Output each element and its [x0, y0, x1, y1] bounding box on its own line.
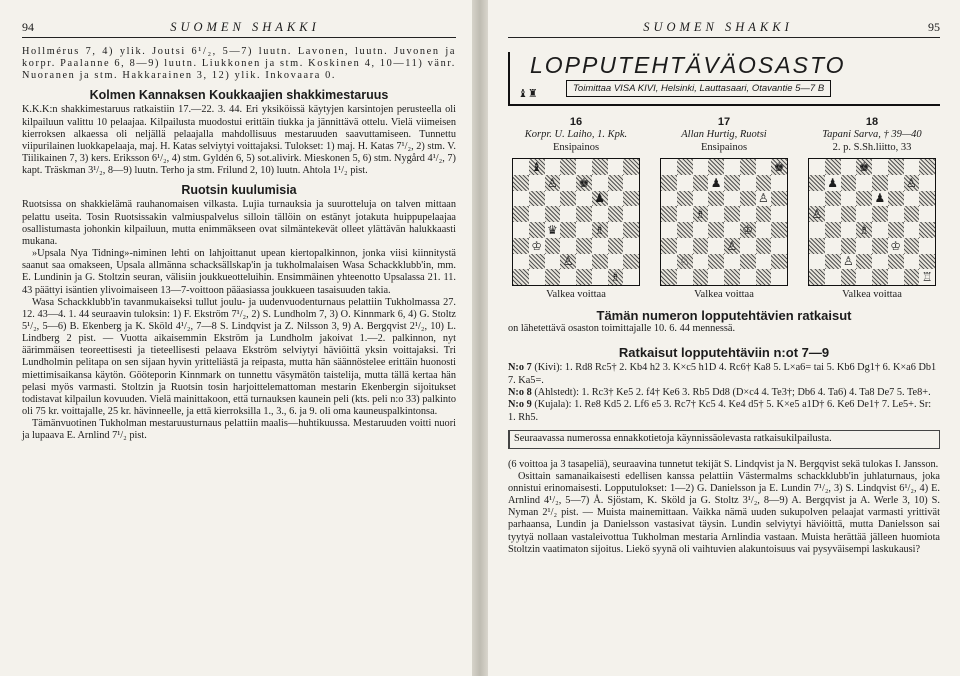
board-square — [919, 238, 935, 254]
solution-item — [508, 387, 940, 399]
board-square — [872, 175, 888, 191]
board-square — [608, 269, 624, 285]
board-square — [724, 222, 740, 238]
left-intro — [22, 46, 456, 82]
board-square — [771, 238, 787, 254]
board-square — [888, 206, 904, 222]
board-square — [771, 254, 787, 270]
board-square — [529, 238, 545, 254]
board-square — [872, 206, 888, 222]
board-square — [856, 159, 872, 175]
board-square — [904, 206, 920, 222]
right-page — [488, 0, 960, 676]
solution-text: (Kujala): 1. Re8 Kd5 2. Lf6 e5 3. Rc7† Kc5 4. Ke4 d5† 5. K×e5 a1D† 6. Ke6 De1† 7. Le5+. Sr: 1. Rh5. — [508, 399, 932, 423]
board-square — [756, 254, 772, 270]
problem-author: Korpr. U. Laiho, 1. Kpk. — [524, 129, 628, 140]
board-square — [529, 254, 545, 270]
announce-heading: Tämän numeron lopputehtävien ratkaisut — [596, 308, 852, 323]
board-square — [872, 238, 888, 254]
left-running-title: SUOMEN SHAKKI — [170, 20, 320, 34]
board-square — [740, 222, 756, 238]
problem-author: Tapani Sarva, † 39—40 — [822, 129, 922, 140]
board-square — [545, 206, 561, 222]
board-square — [677, 269, 693, 285]
board-square — [576, 175, 592, 191]
board-square — [545, 159, 561, 175]
chess-piece-icon: ♙ — [757, 191, 769, 206]
board-square — [888, 269, 904, 285]
sweden-paragraph: Tämänvuotinen Tukholman mestaruusturnaus pelattiin maalis—huhtikuussa. Mestaruuden voitti nuori ja lupaava E. Arnlind 7¹/₂ pist. — [22, 418, 456, 442]
board-square — [592, 254, 608, 270]
board-square — [693, 159, 709, 175]
board-square — [771, 159, 787, 175]
board-square — [872, 159, 888, 175]
board-square — [708, 238, 724, 254]
board-square — [724, 269, 740, 285]
board-square — [841, 254, 857, 270]
board-square — [693, 206, 709, 222]
board-square — [513, 269, 529, 285]
board-square — [841, 159, 857, 175]
board-square — [856, 206, 872, 222]
board-square — [661, 269, 677, 285]
board-square — [856, 175, 872, 191]
board-square — [608, 191, 624, 207]
board-square — [677, 254, 693, 270]
board-square — [623, 254, 639, 270]
board-square — [693, 254, 709, 270]
board-square — [740, 159, 756, 175]
intro-paragraph: Hollmérus 7, 4) ylik. Joutsi 6¹/₂, 5—7) luutn. Lavonen, luutn. Juvonen ja korpr. Paalanne 6, 8—9) luutn. Liukkonen ja stm. Koskinen 4, 10—11) vänr. Nuoranen ja stm. Hakkarainen 3, 12) ylik. Inkovaara 0. — [22, 46, 456, 82]
announce-paragraph: on lähetettävä osaston toimittajalle 10. 6. 44 mennessä. — [508, 323, 736, 334]
board-square — [856, 254, 872, 270]
problem-award: 2. p. S.Sh.liitto, 33 — [832, 142, 912, 153]
problem-17 — [656, 116, 792, 300]
chess-piece-icon: ♔ — [742, 222, 753, 237]
board-square — [740, 238, 756, 254]
board-square — [608, 238, 624, 254]
board-square — [576, 254, 592, 270]
board-square — [809, 206, 825, 222]
chess-piece-icon: ♚ — [858, 159, 870, 174]
board-square — [809, 222, 825, 238]
board-square — [592, 191, 608, 207]
problem-author: Allan Hurtig, Ruotsi — [681, 129, 767, 140]
solution-text: (Ahlstedt): 1. Rc3† Ke5 2. f4† Ke6 3. Rb5 Dd8 (D×c4 4. Te3†; Db6 4. Ta6) 4. Ta8 De7 5. Te8+. — [534, 386, 931, 398]
left-page — [0, 0, 472, 676]
board-square — [856, 238, 872, 254]
board-square — [623, 269, 639, 285]
board-square — [661, 206, 677, 222]
board-square — [825, 238, 841, 254]
board-square — [693, 175, 709, 191]
board-square — [825, 206, 841, 222]
board-square — [623, 222, 639, 238]
board-square — [856, 269, 872, 285]
board-square — [904, 175, 920, 191]
board-square — [771, 175, 787, 191]
chess-piece-icon: ♟ — [710, 175, 722, 190]
board-square — [545, 175, 561, 191]
board-square — [693, 191, 709, 207]
board-square — [608, 206, 624, 222]
board-square — [608, 159, 624, 175]
board-square — [771, 222, 787, 238]
board-square — [809, 159, 825, 175]
board-square — [592, 159, 608, 175]
board-square — [513, 206, 529, 222]
chess-piece-icon: ♙ — [811, 207, 823, 222]
board-square — [888, 222, 904, 238]
problem-award: Ensipainos — [700, 142, 748, 153]
board-square — [513, 238, 529, 254]
solution-item — [508, 362, 940, 387]
problem-caption: Valkea voittaa — [694, 289, 754, 300]
board-square — [756, 222, 772, 238]
chess-piece-icon: ♟ — [874, 191, 886, 206]
board-square — [841, 191, 857, 207]
board-square — [756, 159, 772, 175]
chess-piece-icon: ♗ — [858, 222, 870, 237]
board-square — [677, 159, 693, 175]
board-square — [677, 206, 693, 222]
board-square — [592, 222, 608, 238]
board-square — [919, 206, 935, 222]
board-square — [771, 191, 787, 207]
problem-number: 16 — [569, 116, 583, 128]
chess-piece-icon: ♟ — [594, 191, 605, 206]
board-square — [623, 206, 639, 222]
section-heading-sweden: Ruotsin kuulumisia — [181, 183, 297, 198]
board-square — [708, 159, 724, 175]
board-square — [904, 191, 920, 207]
board-square — [825, 254, 841, 270]
problem-number: 17 — [717, 116, 731, 128]
board-square — [809, 269, 825, 285]
board-square — [888, 175, 904, 191]
board-square — [545, 269, 561, 285]
board-square — [888, 238, 904, 254]
board-square — [841, 269, 857, 285]
board-square — [576, 159, 592, 175]
solution-number: N:o 9 — [508, 399, 532, 411]
board-square — [560, 206, 576, 222]
board-square — [513, 159, 529, 175]
section-kkk-body — [22, 104, 456, 177]
board-square — [623, 159, 639, 175]
board-square — [872, 191, 888, 207]
board-square — [919, 159, 935, 175]
board-square — [904, 222, 920, 238]
chess-piece-icon: ♛ — [546, 222, 558, 237]
board-square — [904, 269, 920, 285]
board-square — [841, 175, 857, 191]
board-square — [513, 175, 529, 191]
board-square — [576, 222, 592, 238]
board-square — [740, 254, 756, 270]
board-square — [623, 238, 639, 254]
board-square — [740, 206, 756, 222]
board-square — [740, 175, 756, 191]
board-square — [545, 254, 561, 270]
problem-number: 18 — [865, 116, 879, 128]
board-square — [809, 191, 825, 207]
board-square — [592, 269, 608, 285]
board-square — [608, 175, 624, 191]
chess-piece-icon: ♝ — [531, 159, 542, 174]
board-square — [771, 206, 787, 222]
board-square — [825, 175, 841, 191]
board-square — [841, 206, 857, 222]
right-continued-text — [508, 459, 940, 556]
board-square — [856, 191, 872, 207]
book-gutter — [472, 0, 488, 676]
solvers-note: Seuraavassa numerossa ennakkotietoja käynnissäolevasta ratkaisukilpailusta. — [508, 430, 940, 448]
left-running-head — [22, 20, 456, 38]
board-square — [560, 159, 576, 175]
board-square — [872, 222, 888, 238]
solution-item — [508, 399, 940, 424]
board-square — [771, 269, 787, 285]
board-square — [592, 175, 608, 191]
solution-text: (Kivi): 1. Rd8 Rc5† 2. Kb4 h2 3. K×c5 h1D 4. Rc6† Ka8 5. L×a6= tai 5. Kb6 Dg1† 6. K×a6 Db1 7. Ka5=. — [508, 362, 937, 386]
section-sweden-body — [22, 199, 456, 442]
solution-number: N:o 7 — [508, 362, 532, 374]
board-square — [513, 254, 529, 270]
board-square — [756, 206, 772, 222]
board-square — [560, 238, 576, 254]
board-square — [872, 254, 888, 270]
board-square — [724, 159, 740, 175]
board-square — [576, 206, 592, 222]
chess-piece-icon: ♔ — [890, 238, 901, 253]
board-square — [825, 269, 841, 285]
board-square — [756, 175, 772, 191]
board-square — [919, 254, 935, 270]
board-square — [545, 238, 561, 254]
chess-piece-icon: ♙ — [726, 238, 738, 253]
board-square — [608, 254, 624, 270]
board-square — [756, 238, 772, 254]
board-square — [708, 175, 724, 191]
board-square — [661, 175, 677, 191]
board-square — [608, 222, 624, 238]
board-square — [756, 191, 772, 207]
board-square — [919, 191, 935, 207]
board-square — [724, 175, 740, 191]
board-square — [623, 175, 639, 191]
board-square — [919, 175, 935, 191]
board-square — [809, 175, 825, 191]
board-square — [888, 159, 904, 175]
left-page-number: 94 — [22, 20, 34, 34]
banner-title: LOPPUTEHTÄVÄOSASTO — [530, 52, 846, 78]
problem-caption: Valkea voittaa — [546, 289, 606, 300]
solution-number: N:o 8 — [508, 386, 532, 398]
solutions-heading: Ratkaisut lopputehtäviin n:ot 7—9 — [618, 345, 830, 361]
chess-piece-icon: ♗ — [609, 270, 621, 285]
board-square — [724, 254, 740, 270]
board-square — [529, 159, 545, 175]
board-square — [708, 206, 724, 222]
board-square — [740, 269, 756, 285]
board-square — [756, 269, 772, 285]
board-square — [809, 254, 825, 270]
chess-piece-icon: ♚ — [578, 175, 590, 190]
sweden-paragraph: Ruotsissa on shakkielämä rauhanomaisen vilkasta. Lujia turnauksia ja suurotteluja on talven mittaan pelattu useita. Tosin Ruotsissakin valmiuspalvelus silloin tällöin on estänyt jotakuta huippupelaajaa osallistumasta johonkin kilpailuun, mutta enimmäkseen ovat silmäntekevät olleet ylättävän halukkaasti mukana. — [22, 199, 456, 247]
board-square — [825, 191, 841, 207]
right-page-number: 95 — [928, 20, 940, 34]
board-square — [708, 254, 724, 270]
board-square — [529, 222, 545, 238]
board-square — [529, 175, 545, 191]
board-square — [708, 222, 724, 238]
board-square — [825, 159, 841, 175]
announce-text — [508, 323, 940, 335]
board-square — [545, 222, 561, 238]
continued-paragraph: (6 voittoa ja 3 tasapeliä), seuraavina tunnetut tekijät S. Lindqvist ja N. Bergqvist sekä tulokas I. Jansson. — [508, 458, 939, 470]
board-square — [677, 191, 693, 207]
board-square — [841, 222, 857, 238]
board-square — [919, 269, 935, 285]
board-square — [545, 191, 561, 207]
problem-18 — [804, 116, 940, 300]
sweden-paragraph: »Upsala Nya Tidning»-niminen lehti on lahjoittanut upean kiertopalkinnon, jonka viisi kiinnitystä saanut saa omakseen, Upsala allmänna schacksällskap'in ja tukholmalaisen Wasa Schackklubb'in, mm. E. Lundinin ja G. Stoltzin seuran, välisiin joukkueotteluihin. Ensimmäinen yhteenotto Upsalassa 21. 11. 43 päättyi isäntien ylivoimaiseen 13—7-voittoon pääasiassa joukkueen tasaisuuden takia. — [22, 248, 456, 296]
board-square — [529, 191, 545, 207]
section-heading-kkk: Kolmen Kannaksen Koukkaajien shakkimestaruus — [89, 88, 389, 103]
right-running-head — [508, 20, 940, 38]
board-square — [809, 238, 825, 254]
board-square — [904, 254, 920, 270]
board-square — [677, 238, 693, 254]
board-square — [560, 254, 576, 270]
banner-subtitle: Toimittaa VISA KIVI, Helsinki, Lauttasaari, Otavantie 5—7 B — [566, 80, 831, 97]
board-square — [661, 238, 677, 254]
chess-crest-icon: ♝♜ — [518, 88, 538, 100]
board-square — [529, 269, 545, 285]
board-square — [888, 254, 904, 270]
board-square — [560, 269, 576, 285]
board-square — [661, 159, 677, 175]
continued-paragraph: Osittain samanaikaisesti edellisen kanssa pelattiin Västermalms schackklubb'in juhlaturnaus, joka onnistui erinomaisesti. Lopputulokset: 1—2) G. Danielsson ja E. Lundin 7¹/₂, 3) S. Lindqvist 6¹/₂, 4) E. Arnlind 4¹/₂, 5—7) Å. Sjöstam, K. Sköld ja G. Stoltz 3¹/₂, 8—9) A. Bergqvist ja A. Werle 3, 10) S. Nyman 2¹/₂ pist. — Muista mainemittaan. Vaikka nämä uuden sukupolven pelaajat varmasti yrittivät parhaansa, Lundin ja Danielsson vastasivat täysin. Lundin selviytyi häviöittä, mutta Danielsson sai tyytyä nollaan vastaleivottua Tukholman mestaria Arnlindia vastaan. Muista herättää jälleen huomiota Stoltzin vaatimaton sijoitus. Liekö syynä oli vaihtuvien alakuntoisuus vai pysyväisempi laskukausi? — [508, 470, 940, 555]
board-square — [724, 191, 740, 207]
problem-award: Ensipainos — [552, 142, 600, 153]
board-square — [740, 191, 756, 207]
solutions-list — [508, 362, 940, 448]
board-square — [872, 269, 888, 285]
chess-piece-icon: ♘ — [679, 254, 690, 269]
board-square — [576, 191, 592, 207]
chess-board — [808, 158, 936, 286]
board-square — [592, 206, 608, 222]
chess-piece-icon: ♙ — [905, 175, 917, 190]
chess-piece-icon: ♙ — [842, 254, 854, 269]
board-square — [888, 191, 904, 207]
board-square — [661, 222, 677, 238]
board-square — [708, 269, 724, 285]
board-square — [693, 222, 709, 238]
problem-16 — [508, 116, 644, 300]
board-square — [623, 191, 639, 207]
board-square — [677, 175, 693, 191]
board-square — [904, 238, 920, 254]
chess-piece-icon: ♙ — [562, 254, 574, 269]
board-square — [661, 191, 677, 207]
board-square — [693, 238, 709, 254]
board-square — [724, 238, 740, 254]
sweden-paragraph: Wasa Schackklubb'in tavanmukaiseksi tullut joulu- ja uudenvuodenturnaus pelattiin Tukholmassa 27. 12. 43—4. 1. 44 seuraavin tuloksin: 1) F. Ekström 7¹/₂, 2) S. Lundholm 7, 3) O. Kinnmark 6, 4) G. Stoltz 5¹/₂, 5—6) B. Ekenberg ja K. Sköld 4¹/₂, 7—8 S. Lindqvist ja Z. Nilsson 3, 9) A. Bergqvist 2¹/₂, 10) L. Lindberg 2 pist. — Vuotta aikaisemmin Ekström ja Lundholm jakoivat 1.—2. palkinnon, nyt äärimmäisen teoreettisesti ja tieteellisesti pelaava Ekström selviytyi häviöittä yksin voittajaksi. Tri Lundholmin pelitapa on sen sijaan hyvin yritteliästä ja reipasta, mutta hän säännöstelee erittäin huonosti miettimisaikansa käytön. Gööteporin Kinnmark on tunnettu väsymätön taistelija, mutta tällä kertaa hän pelasi myös varmasti. Stoltzin ja Ruotsin tosin harjoittelemattoman mestarin Ekenbergin sijoitukset todistavat kilpailun kovuuden. Vielä mainittakoon, että turnauksen kaunein peli (kts. peli n:o 33) palkinto oli 75 kr. voittajalle, 25 kr. hävinneelle, ja että kierroksilla 1., 3., 6. ja 9. oli oma kauneuspalkintonsa. — [22, 296, 456, 418]
chess-piece-icon: ♗ — [594, 222, 605, 237]
board-square — [576, 238, 592, 254]
chess-board — [660, 158, 788, 286]
board-square — [904, 159, 920, 175]
problem-caption: Valkea voittaa — [842, 289, 902, 300]
board-square — [677, 222, 693, 238]
problem-diagrams — [508, 116, 940, 300]
chess-piece-icon: ♙ — [546, 175, 558, 190]
board-square — [825, 222, 841, 238]
chess-piece-icon: ♗ — [694, 207, 706, 222]
board-square — [513, 222, 529, 238]
board-square — [724, 206, 740, 222]
board-square — [560, 222, 576, 238]
chess-piece-icon: ♔ — [531, 238, 542, 253]
board-square — [576, 269, 592, 285]
chess-board — [512, 158, 640, 286]
right-running-title: SUOMEN SHAKKI — [643, 20, 793, 34]
board-square — [592, 238, 608, 254]
board-square — [841, 238, 857, 254]
board-square — [529, 206, 545, 222]
board-square — [560, 191, 576, 207]
kkk-paragraph: K.K.K:n shakkimestaruus ratkaistiin 17.—22. 3. 44. Eri yksiköissä käytyjen karsintojen perusteella oli kilpailuun valittu 10 pelaajaa. Kilpailusta muodostui erittäin tiukka ja jännittävä ottelu. Vielä viimeisen kierroksen alkaessa oli neljällä pelaajalla mahdollisuus mestaruuden saavuttamiseen. Tunnettu viipurilainen luokkapelaaja, maj. H. Katas selviytyi voittajaksi. Tulokset: 1) maj. H. Katas 7¹/₂, 2) stm. V. Tiilikainen 7, 3) kers. Eriksson 6¹/₂, 4) stm. Gyldén 6, 5) sot.alivirk. Mieskonen 5, 6) stm. Nygård 4¹/₂, 7) kapt. Träskman 3¹/₂, 8—9) luutn. Terho ja stm. Frilund 2, 10) luutn. Ahtola 1¹/₂ pist. — [22, 104, 456, 177]
chess-piece-icon: ♚ — [773, 159, 785, 174]
board-square — [560, 175, 576, 191]
board-square — [856, 222, 872, 238]
section-banner — [508, 52, 940, 106]
board-square — [708, 191, 724, 207]
chess-piece-icon: ♖ — [921, 270, 933, 285]
board-square — [919, 222, 935, 238]
board-square — [661, 254, 677, 270]
board-square — [513, 191, 529, 207]
chess-piece-icon: ♟ — [827, 175, 838, 190]
board-square — [693, 269, 709, 285]
